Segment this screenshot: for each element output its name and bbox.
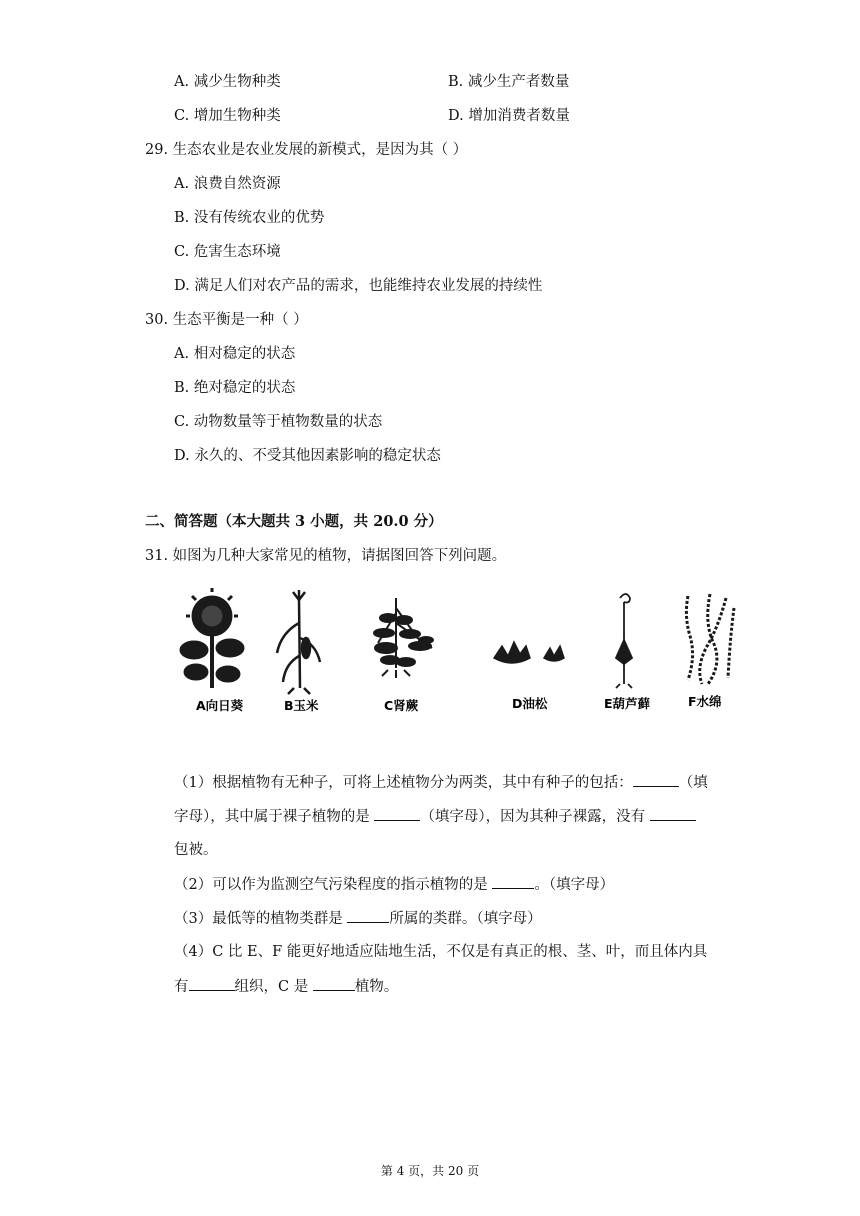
q28-option-a: A. 减少生物种类	[174, 74, 281, 90]
page-footer: 第 4 页，共 20 页	[380, 1164, 480, 1178]
q31-stem: 31. 如图为几种大家常见的植物，请据图回答下列问题。	[145, 548, 507, 564]
q29-option-c: C. 危害生态环境	[174, 244, 281, 260]
answer-blank-6[interactable]	[189, 976, 235, 991]
answer-blank-5[interactable]	[347, 908, 389, 923]
plants-figure	[174, 588, 744, 723]
q29-option-d: D. 满足人们对农产品的需求，也能维持农业发展的持续性	[174, 278, 543, 294]
q31-part2-text-a: （2）可以作为监测空气污染程度的指示植物的是	[174, 877, 493, 893]
q31-part1-text-c: 字母），其中属于裸子植物的是	[174, 809, 375, 825]
answer-blank-3[interactable]	[650, 806, 696, 821]
q31-part1-line3: 包被。	[174, 842, 218, 858]
q31-part1-line2	[174, 806, 696, 827]
q29-option-b: B. 没有传统农业的优势	[174, 210, 325, 226]
q28-option-b: B. 减少生产者数量	[448, 74, 570, 90]
q28-option-c: C. 增加生物种类	[174, 108, 281, 124]
q31-part3-text-a: （3）最低等的植物类群是	[174, 911, 348, 927]
moss-drawing	[616, 594, 632, 688]
q31-part1-line1	[174, 772, 708, 793]
figure-label-c: C肾蕨	[384, 698, 419, 713]
figure-label-b: B玉米	[284, 698, 319, 713]
q31-part4-line1: （4）C 比 E、F 能更好地适应陆地生活，不仅是有真正的根、茎、叶，而且体内具	[174, 944, 708, 960]
figure-label-d: D油松	[512, 696, 548, 711]
answer-blank-4[interactable]	[492, 874, 534, 889]
q29-option-a: A. 浪费自然资源	[174, 176, 281, 192]
section-heading: 二、简答题（本大题共 3 小题，共 20.0 分）	[145, 513, 443, 530]
spirogyra-drawing	[686, 594, 734, 684]
pine-drawing	[494, 642, 564, 663]
q31-part1-text-b: （填	[678, 775, 708, 791]
q31-part3-text-b: 所属的类群。（填字母）	[389, 911, 542, 927]
q31-part2-text-b: 。（填字母）	[534, 877, 615, 893]
q29-stem: 29. 生态农业是农业发展的新模式，是因为其（ ）	[145, 142, 468, 158]
q28-option-d: D. 增加消费者数量	[448, 108, 570, 124]
q30-option-b: B. 绝对稳定的状态	[174, 380, 296, 396]
q30-option-d: D. 永久的、不受其他因素影响的稳定状态	[174, 448, 441, 464]
sunflower-drawing	[180, 588, 244, 688]
q31-part4-text-d: 植物。	[354, 979, 399, 995]
q31-part1-text-d: （填字母），因为其种子裸露，没有	[420, 809, 650, 825]
answer-blank-7[interactable]	[313, 976, 355, 991]
corn-drawing	[277, 590, 320, 694]
fern-drawing	[374, 598, 433, 678]
q31-part1-text-a: （1）根据植物有无种子，可将上述植物分为两类，其中有种子的包括：	[174, 775, 633, 791]
q30-option-c: C. 动物数量等于植物数量的状态	[174, 414, 383, 430]
q31-part3	[174, 908, 542, 929]
figure-label-e: E葫芦藓	[604, 696, 651, 711]
q31-part4-text-b: 有	[174, 979, 189, 995]
figure-label-f: F水绵	[688, 694, 722, 709]
answer-blank-1[interactable]	[633, 772, 679, 787]
figure-label-a: A向日葵	[196, 698, 244, 713]
q31-part4-line2	[174, 976, 398, 997]
answer-blank-2[interactable]	[374, 806, 420, 821]
q30-option-a: A. 相对稳定的状态	[174, 346, 296, 362]
q30-stem: 30. 生态平衡是一种（ ）	[145, 312, 308, 328]
q31-part4-text-c: 组织，C 是	[234, 979, 313, 995]
q31-part2	[174, 874, 614, 895]
